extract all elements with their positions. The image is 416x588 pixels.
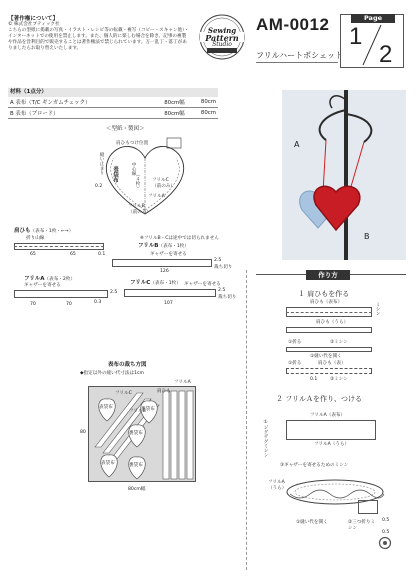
hanger-photo-image xyxy=(282,90,406,260)
frill-b-strip xyxy=(112,259,212,267)
frill-note: ※フリルB・Cは途中では切られません xyxy=(140,236,219,241)
cutting-note: ◆指定以外の縫い代寸法は1cm xyxy=(80,371,144,376)
materials-heading: 材料（1点分） xyxy=(8,88,218,97)
step2-frill-back2: フリルA（うら） xyxy=(268,480,287,491)
frill-a-m25: 2.5 xyxy=(110,290,118,295)
strap-m65a: 65 xyxy=(30,252,36,257)
fabric-layout xyxy=(88,386,196,482)
cutting-frill-b: フリルB xyxy=(129,409,146,414)
frill-c-strip xyxy=(124,289,216,297)
cutting-front-2: 表袋布 xyxy=(101,461,115,466)
step2-three-fold: ②三つ折りミシン xyxy=(348,520,376,531)
page-label: Page xyxy=(351,14,395,23)
frill-c-sub-label: （前のみ） xyxy=(152,184,175,189)
material-label: B 表布（ブロード） xyxy=(8,108,147,119)
step2-zigzag: ①ジグザグミシン xyxy=(263,420,268,458)
page-indicator xyxy=(340,14,404,68)
cutting-strap: 肩ひも xyxy=(157,389,171,394)
step2-m05a: 0.5 xyxy=(382,518,390,523)
material-qty2: 80cm xyxy=(187,97,218,108)
frill-c-strip-label xyxy=(130,280,181,287)
step2-open-seam: ①縫い代を開く xyxy=(296,520,328,525)
frill-b-m25: 2.5 xyxy=(214,258,222,263)
cutting-back-3: 裏袋布 xyxy=(129,463,143,468)
opening-end-label: 縫い止まり xyxy=(99,152,104,175)
frill-a-m03: 0.3 xyxy=(94,300,102,305)
cutting-stripes xyxy=(89,387,197,483)
strap-m01: 0.1 xyxy=(98,252,106,257)
frill-b-strip-label xyxy=(138,243,189,250)
cutting-width: 80cm幅 xyxy=(128,487,146,492)
frill-a-name: フリルA xyxy=(24,276,45,282)
column-divider xyxy=(246,270,247,570)
brand-logo xyxy=(199,14,245,60)
cutting-title: 表布の裁ち方図 xyxy=(108,362,147,368)
step1-strap2-label: 肩ひも（表） xyxy=(318,361,346,366)
materials-block xyxy=(8,88,218,119)
frill-a-spec: （表布・2枚） xyxy=(44,277,76,282)
strap-position-label: 肩ひもつけ位置 xyxy=(116,141,149,146)
frill-c-spec: （表布・1枚） xyxy=(150,281,181,286)
frill-a-m70a: 70 xyxy=(30,302,36,307)
frill-a-label: フリルA xyxy=(148,194,165,199)
step1-strap-fold xyxy=(286,312,372,313)
step2-frill-back: フリルA（うら） xyxy=(314,442,350,447)
copyright-block xyxy=(8,14,190,52)
measure-02: 0.2 xyxy=(95,184,103,189)
frill-a-strip-label xyxy=(24,276,75,283)
step2-m05b: 0.5 xyxy=(382,530,390,535)
header-underline xyxy=(256,62,338,63)
step2-frill-strip xyxy=(286,420,376,440)
step1-title: １ 肩ひもを作る xyxy=(298,290,350,298)
logo-line2: Pattern xyxy=(205,33,239,43)
step2-frill-front: フリルA（表布） xyxy=(310,413,346,418)
frill-b-cut: 裁ち切り xyxy=(214,265,233,270)
table-row xyxy=(8,97,218,108)
steps-section-title: 作り方 xyxy=(306,270,350,280)
center-line-label: 中心線 xyxy=(131,162,136,176)
step1-m01: 0.1 xyxy=(310,377,318,382)
main-piece-label: 表袋布 xyxy=(112,166,118,183)
frill-a-strip xyxy=(14,290,108,298)
pattern-code: AM-0012 xyxy=(256,15,330,34)
strap-fold-line xyxy=(14,246,104,247)
step2-detail-box xyxy=(358,500,378,514)
fold-line-label: 折り山線 xyxy=(26,236,45,241)
frill-a-m70b: 70 xyxy=(66,302,72,307)
photo-label-b: B xyxy=(364,232,370,241)
frill-c-m25: 2.5 xyxy=(218,288,226,293)
cutting-frill-a: フリルA xyxy=(174,380,191,385)
step1-fold2-label: ①折る xyxy=(288,361,302,366)
piece-count-label: （４枚） xyxy=(135,172,140,191)
frill-b-sub-label: （前のみ） xyxy=(128,210,151,215)
step1-fold-label: ①折る xyxy=(288,340,302,345)
frill-b-name: フリルB xyxy=(138,243,159,249)
frill-b-spec: （表布・1枚） xyxy=(158,244,189,249)
pattern-title: フリルハートポシェット xyxy=(256,51,343,60)
frill-b-label: フリルB xyxy=(128,204,145,209)
step2-gather-stitch: ③ギャザーを寄せるためのミシン xyxy=(280,463,349,468)
copyright-body: こちらの型紙に掲載の写真・イラスト・レシピ等の転載・複写（コピー・スキャン他）・インターネットでの使用を禁止します。また、個人的に楽しむ場合を除き、記事の複製や作品を営利目的で販売することは著作権法で禁じられています。万一乱丁・落丁がありましたらお取り替えいたします。 xyxy=(8,28,190,51)
step1-strap-strip3 xyxy=(286,347,372,352)
page-total: 2 xyxy=(379,41,393,68)
step1-stitch2-label: ②ミシン xyxy=(330,377,348,382)
spiral-binding-icon xyxy=(378,536,392,550)
frill-c-gather: ギャザーを寄せる xyxy=(184,282,221,287)
logo-line1: Sewing xyxy=(207,26,237,35)
copyright-heading: 【著作権について】 xyxy=(8,16,59,22)
strap-name: 肩ひも xyxy=(14,228,31,234)
step2-title: ２ フリルＡを作り、つける xyxy=(276,395,362,403)
copyright-company: © 株式会社ブティック社 xyxy=(8,22,60,27)
frill-c-cut: 裁ち切り xyxy=(218,295,237,300)
step1-front-label: 肩ひも（表布） xyxy=(310,300,343,305)
cutting-frill-c: フリルC xyxy=(115,391,132,396)
step1-strap-strip2 xyxy=(286,327,372,333)
step1-back-label: 肩ひも（うら） xyxy=(316,320,349,325)
frill-c-name: フリルC xyxy=(130,280,151,286)
pattern-title: ＜型紙・製図＞ xyxy=(106,126,145,132)
product-photo xyxy=(282,90,406,260)
step1-strap-strip4 xyxy=(286,368,372,374)
strap-m65b: 65 xyxy=(70,252,76,257)
step1-stitch-label: ②ミシン xyxy=(330,340,348,345)
frill-a-gather: ギャザーを寄せる xyxy=(24,283,61,288)
frill-b-gather: ギャザーを寄せる xyxy=(150,252,187,257)
material-qty: 80cm幅 xyxy=(147,97,187,108)
logo-line3: Studio xyxy=(212,41,232,48)
page-number: 1 xyxy=(349,23,363,50)
step1-sew-mark: ミシン xyxy=(375,302,380,316)
materials-table xyxy=(8,97,218,119)
step1-unfold-label: ①縫い代を開く xyxy=(310,354,342,359)
photo-label-a: A xyxy=(294,140,300,149)
material-qty: 80cm幅 xyxy=(147,108,187,119)
page-slash-icon xyxy=(341,15,405,69)
cutting-front-1: 表袋布 xyxy=(99,405,113,410)
material-label: A 表布（T/C ギンガムチェック） xyxy=(8,97,147,108)
cutting-height: 80 xyxy=(80,430,86,435)
strap-label xyxy=(14,228,73,235)
cutting-back-2: 裏袋布 xyxy=(129,431,143,436)
material-qty2: 80cm xyxy=(187,108,218,119)
frill-b-m126: 126 xyxy=(160,269,169,274)
frill-c-label: フリルC xyxy=(152,178,169,183)
strap-spec: （表布・1枚・←→） xyxy=(30,229,74,234)
cutting-back-1: 裏袋布 xyxy=(141,407,155,412)
frill-c-m107: 107 xyxy=(164,301,173,306)
table-row xyxy=(8,108,218,119)
